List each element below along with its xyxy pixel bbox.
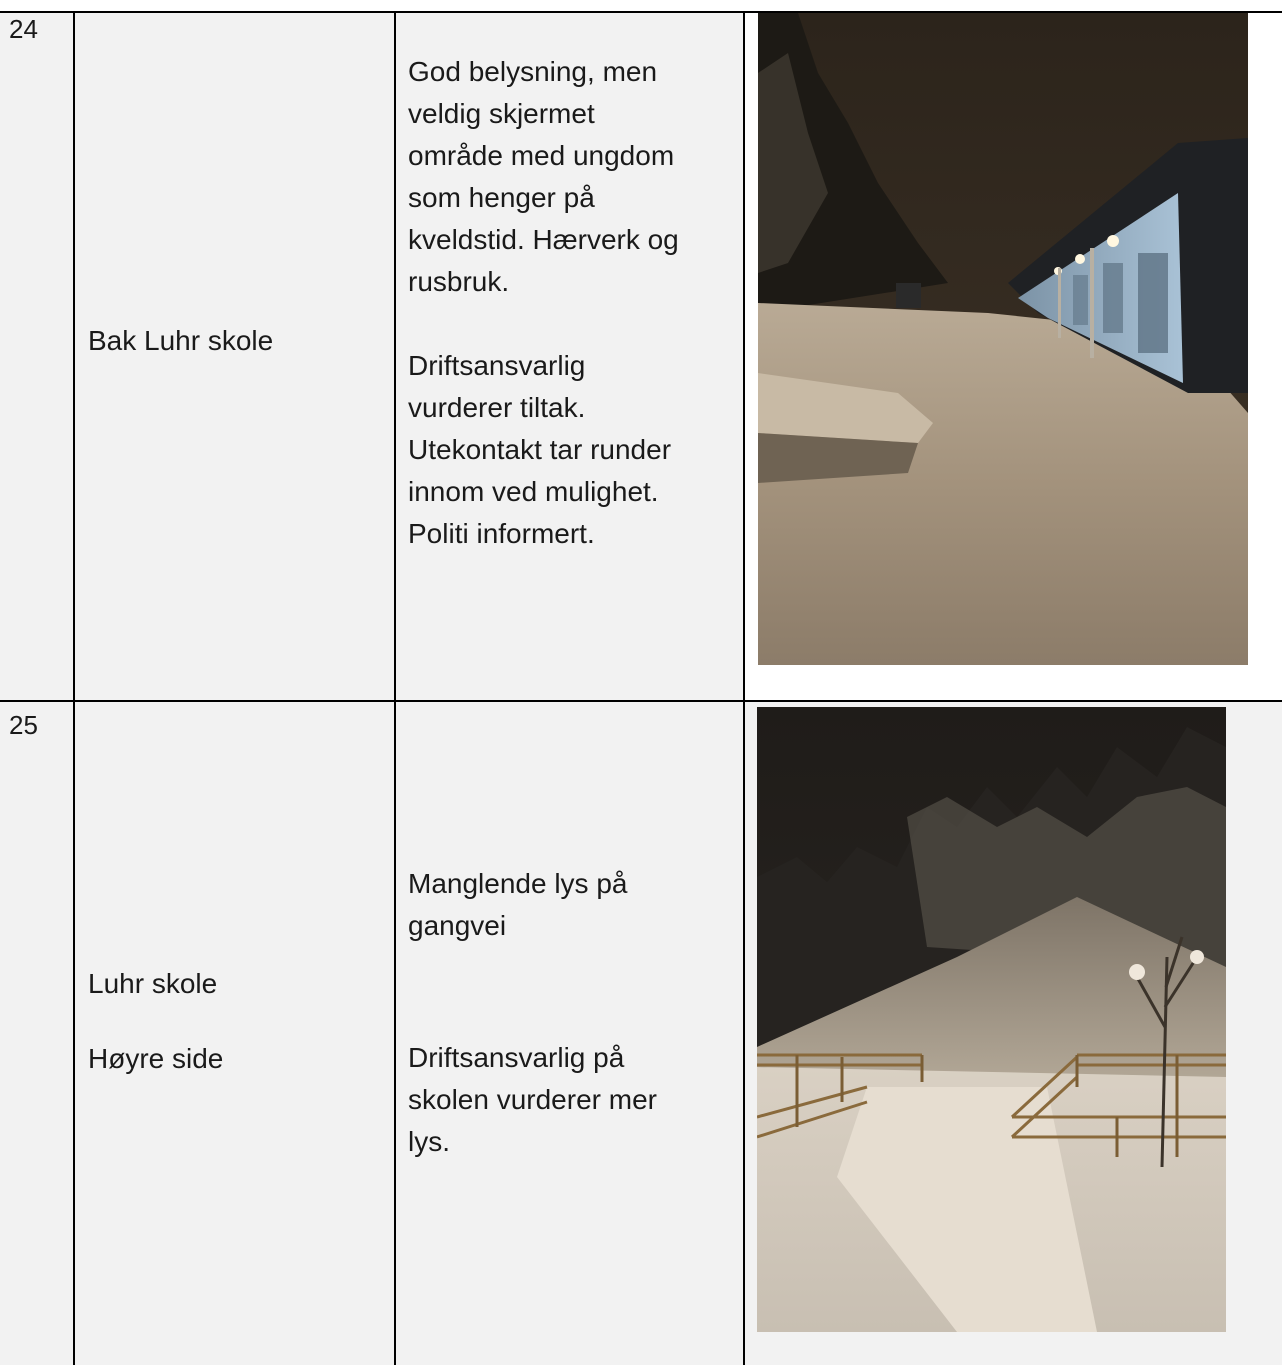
comment-line: veldig skjermet bbox=[408, 98, 595, 129]
comment-line: Driftsansvarlig bbox=[408, 350, 586, 381]
row-number: 24 bbox=[9, 14, 38, 44]
location-label: Høyre side bbox=[88, 1043, 224, 1074]
col-divider-3 bbox=[743, 12, 745, 1365]
comment-line: Manglende lys på bbox=[408, 868, 628, 899]
comment-line: lys. bbox=[408, 1126, 450, 1157]
location-label: Luhr skole bbox=[88, 968, 218, 999]
school-building-night-photo bbox=[758, 13, 1248, 665]
col-divider-1 bbox=[73, 12, 75, 1365]
row-25-location-cell bbox=[74, 702, 395, 1365]
col-divider-2 bbox=[394, 12, 396, 1365]
row-number: 25 bbox=[9, 710, 38, 740]
row-divider bbox=[0, 700, 1282, 702]
comment-line: Driftsansvarlig på bbox=[408, 1042, 625, 1073]
comment-line: skolen vurderer mer bbox=[408, 1084, 657, 1115]
comment-line: rusbruk. bbox=[408, 266, 510, 297]
comment-line: område med ungdom bbox=[408, 140, 675, 171]
comment-text bbox=[408, 51, 738, 555]
walkway-night-photo bbox=[757, 707, 1226, 1332]
comment-text bbox=[408, 863, 738, 1163]
location-label: Bak Luhr skole bbox=[88, 325, 274, 356]
row-25-number-cell bbox=[0, 702, 74, 1365]
comment-line: God belysning, men bbox=[408, 56, 658, 87]
comment-line: Utekontakt tar runder bbox=[408, 434, 672, 465]
comment-line: som henger på bbox=[408, 182, 595, 213]
comment-line: gangvei bbox=[408, 910, 507, 941]
comment-line: innom ved mulighet. bbox=[408, 476, 659, 507]
comment-line: Politi informert. bbox=[408, 518, 595, 549]
row-24-number-cell bbox=[0, 12, 74, 700]
comment-line: vurderer tiltak. bbox=[408, 392, 586, 423]
comment-line: kveldstid. Hærverk og bbox=[408, 224, 679, 255]
